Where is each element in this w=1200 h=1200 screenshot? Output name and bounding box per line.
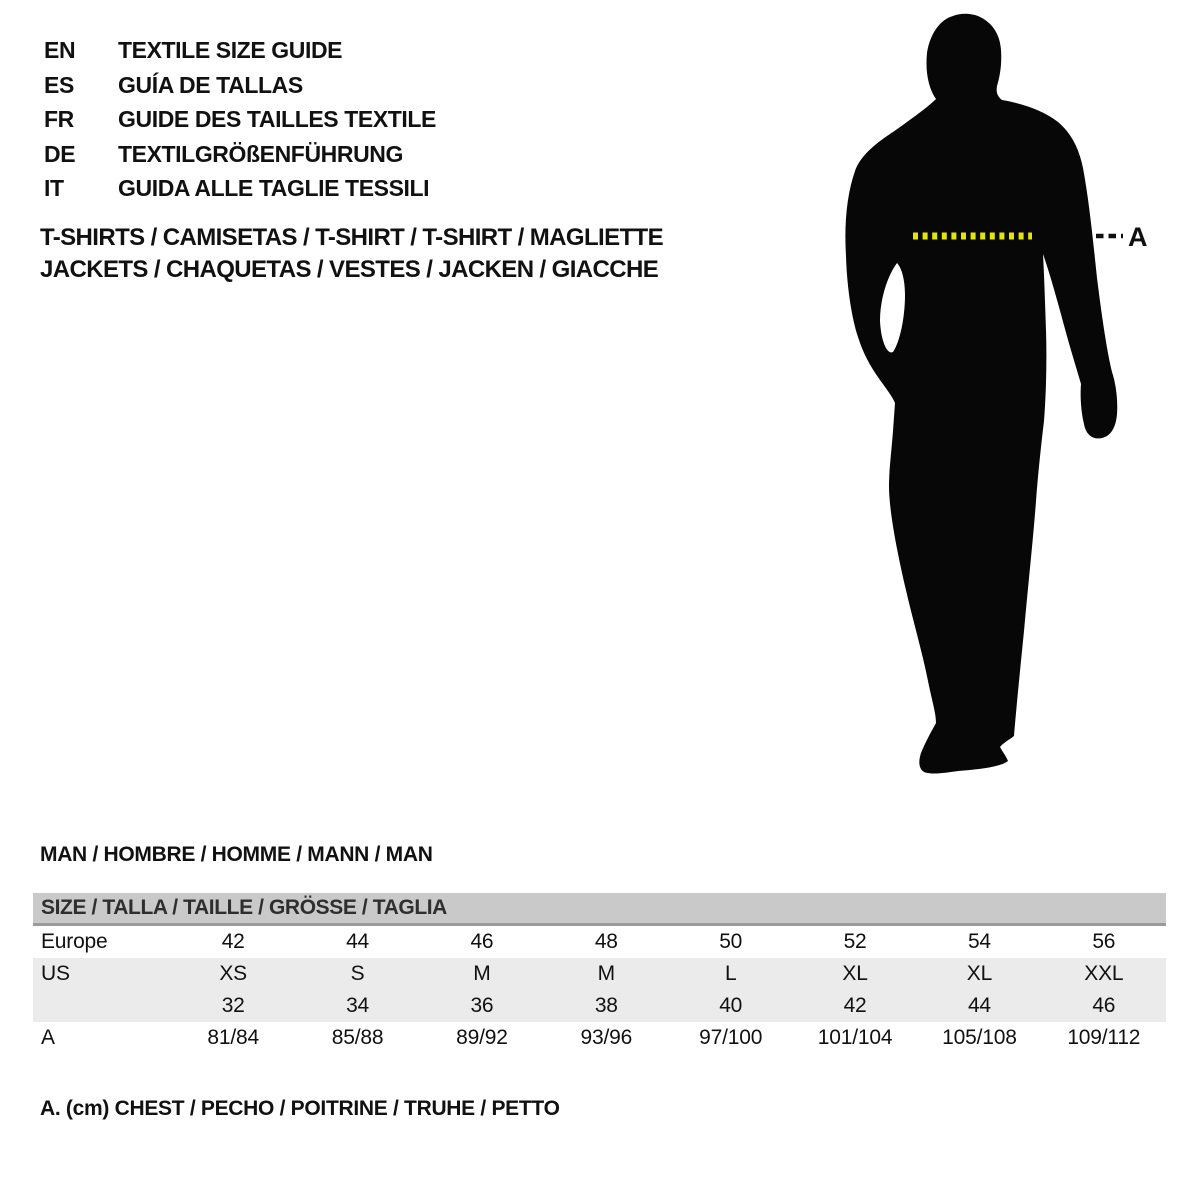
table-cell: 97/100 [699, 1026, 763, 1049]
table-cell: 32 [221, 994, 245, 1017]
man-silhouette-shape [845, 14, 1117, 774]
table-cell: M [473, 962, 491, 985]
language-row-de [44, 137, 436, 172]
language-label: TEXTILGRÖßENFÜHRUNG [118, 140, 403, 167]
table-cell: 46 [1092, 994, 1116, 1017]
table-cell: 54 [967, 930, 991, 953]
language-label: TEXTILE SIZE GUIDE [118, 37, 343, 63]
measurement-footnote: A. (cm) CHEST / PECHO / POITRINE / TRUHE / PETTO [40, 1097, 560, 1120]
table-row-chest-a [33, 1022, 1166, 1054]
table-row-europe [33, 926, 1166, 958]
table-cell: 50 [719, 930, 743, 953]
table-cell: 44 [967, 994, 991, 1017]
table-cell: 85/88 [331, 1026, 384, 1049]
table-cell: 52 [843, 930, 867, 953]
row-label: US [41, 962, 70, 985]
size-table-header: SIZE / TALLA / TAILLE / GRÖSSE / TAGLIA [33, 893, 1166, 926]
language-code: IT [44, 175, 64, 202]
row-label: Europe [41, 930, 108, 953]
table-cell: 36 [470, 994, 494, 1017]
category-line-jackets: JACKETS / CHAQUETAS / VESTES / JACKEN / GIACCHE [40, 255, 659, 283]
table-row-us [33, 958, 1166, 990]
language-code: FR [44, 106, 74, 133]
product-categories [40, 222, 663, 285]
section-title-man: MAN / HOMBRE / HOMME / MANN / MAN [40, 843, 433, 866]
size-table [33, 893, 1166, 1054]
table-cell: L [724, 962, 737, 985]
language-label: GUÍA DE TALLAS [118, 71, 303, 98]
table-cell: 81/84 [207, 1026, 259, 1049]
language-list [44, 33, 436, 206]
table-cell: XXL [1084, 962, 1124, 985]
man-silhouette-figure [830, 0, 1200, 790]
table-cell: 109/112 [1067, 1026, 1141, 1049]
language-code: EN [44, 37, 76, 63]
table-cell: 56 [1092, 930, 1116, 953]
table-cell: XL [966, 962, 993, 985]
table-cell: 101/104 [817, 1026, 893, 1049]
table-cell: XL [842, 962, 868, 985]
language-code: ES [44, 71, 74, 98]
table-cell: 34 [346, 994, 370, 1017]
language-row-it [44, 171, 436, 206]
category-line-tshirts: T-SHIRTS / CAMISETAS / T-SHIRT / T-SHIRT / MAGLIETTE [40, 224, 664, 251]
table-cell: 48 [594, 930, 618, 953]
language-row-en [44, 33, 436, 68]
table-cell: 89/92 [456, 1026, 508, 1049]
language-code: DE [44, 140, 76, 167]
table-cell: XS [219, 962, 247, 985]
language-label: GUIDE DES TAILLES TEXTILE [118, 106, 436, 133]
table-cell: 105/108 [942, 1026, 1017, 1049]
row-label [33, 990, 171, 1022]
table-cell: 40 [719, 994, 743, 1017]
language-label: GUIDA ALLE TAGLIE TESSILI [118, 175, 430, 202]
language-row-es [44, 68, 436, 103]
table-row-us-numeric [33, 990, 1166, 1022]
measure-label-a: A [1128, 222, 1148, 252]
table-cell: 44 [346, 930, 370, 953]
table-cell: S [350, 962, 365, 985]
language-row-fr [44, 102, 436, 137]
table-cell: 93/96 [580, 1026, 633, 1049]
table-cell: 42 [843, 994, 867, 1017]
table-cell: 46 [470, 930, 494, 953]
table-cell: M [597, 962, 615, 985]
table-cell: 42 [221, 930, 245, 953]
table-cell: 38 [594, 994, 618, 1017]
row-label: A [41, 1026, 55, 1049]
